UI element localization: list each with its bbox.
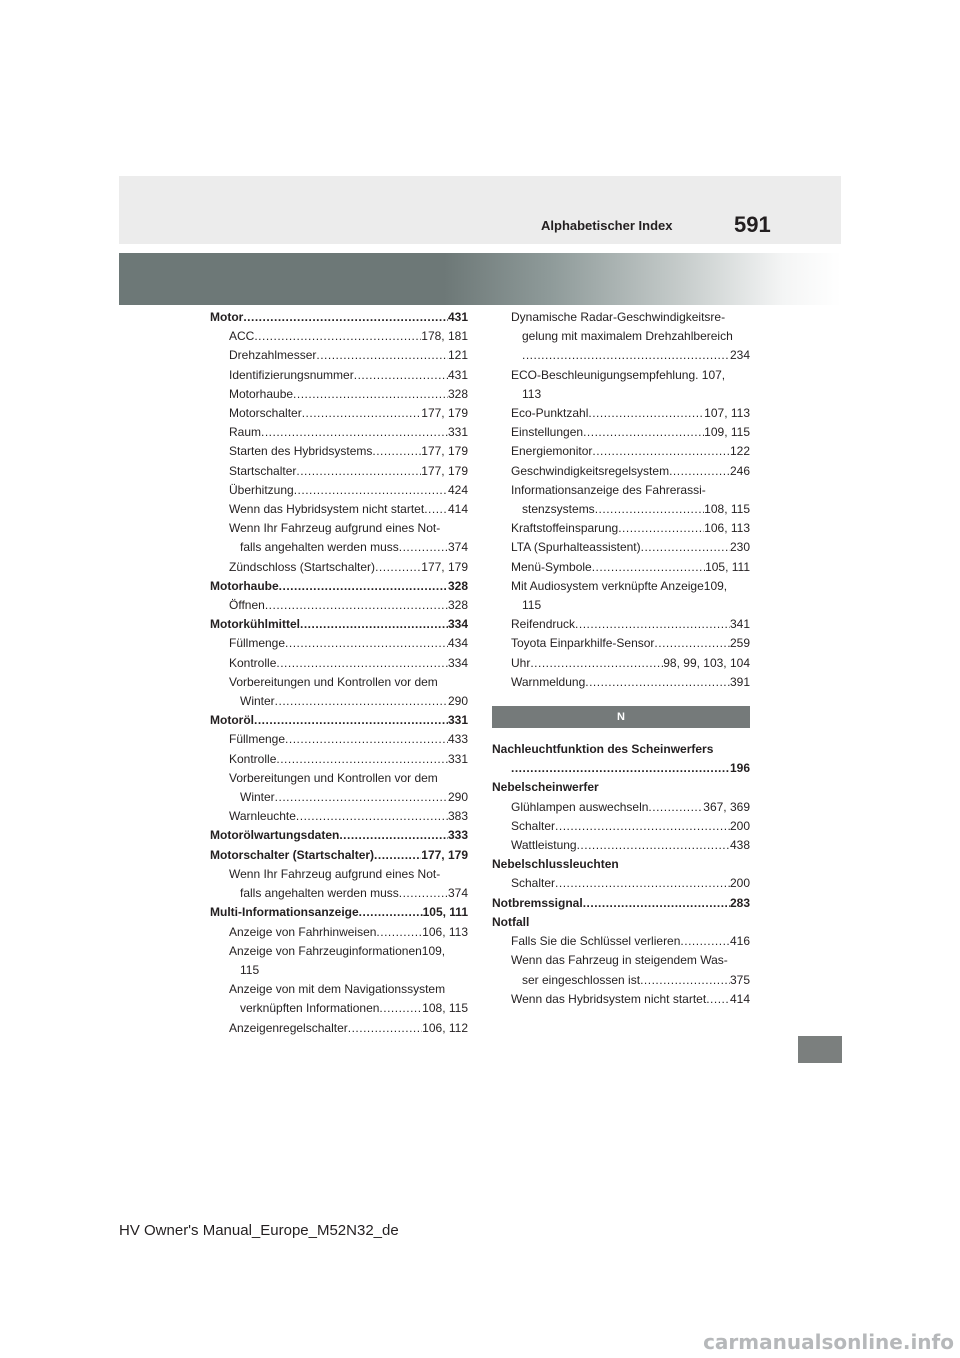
- dot-leader: [583, 894, 730, 913]
- dot-leader: [376, 923, 422, 942]
- index-entry-page: 108, 115: [422, 1001, 468, 1016]
- index-entry-term: ACC: [229, 329, 255, 344]
- index-entry: [210, 462, 468, 481]
- dot-leader: [261, 423, 448, 442]
- dot-leader: [595, 500, 704, 519]
- dot-leader: [279, 577, 448, 596]
- index-entry-term: Identifizierungsnummer: [229, 367, 354, 382]
- index-entry-page: 391: [729, 674, 750, 689]
- index-entry: [492, 634, 750, 653]
- index-entry-term: Einstellungen: [511, 425, 584, 440]
- dot-leader: [275, 788, 448, 807]
- index-entry-page: 331: [447, 713, 468, 728]
- index-entry: Informationsanzeige des Fahrerassi-: [511, 482, 706, 497]
- index-entry: [492, 615, 750, 634]
- section-letter-bar: [492, 706, 750, 728]
- index-entry-page: 331: [447, 751, 468, 766]
- index-entry: [210, 615, 468, 634]
- index-entry: gelung mit maximalem Drehzahlbereich: [522, 329, 733, 344]
- index-entry: [210, 711, 468, 730]
- index-entry: [492, 817, 750, 836]
- index-entry-term: Glühlampen auswechseln: [511, 799, 649, 814]
- index-entry-page: 434: [447, 636, 468, 651]
- index-entry-page: 433: [447, 732, 468, 747]
- index-entry-page: 178, 181: [421, 329, 468, 344]
- index-entry-page: 108, 115: [704, 502, 750, 517]
- index-entry: [210, 788, 468, 807]
- dot-leader: [585, 673, 730, 692]
- index-entry: [492, 990, 750, 1009]
- index-entry-term: Multi-Informationsanzeige: [210, 905, 359, 920]
- dot-leader: [530, 654, 663, 673]
- index-entry-page: 414: [447, 502, 468, 517]
- index-entry-page: 290: [447, 694, 468, 709]
- dot-leader: [300, 615, 448, 634]
- dot-leader: [348, 1019, 422, 1038]
- index-tab-marker: [798, 1036, 842, 1063]
- index-entry-page: 341: [729, 617, 750, 632]
- dot-leader: [680, 932, 730, 951]
- index-entry-term: Raum: [229, 425, 262, 440]
- index-entry-term: Motorhaube: [229, 386, 294, 401]
- index-entry-term: falls angehalten werden muss: [240, 886, 399, 901]
- index-entry-page: 328: [447, 578, 468, 593]
- index-entry: [210, 481, 468, 500]
- dot-leader: [265, 596, 448, 615]
- dot-leader: [654, 634, 730, 653]
- dot-leader: [254, 711, 448, 730]
- dot-leader: [522, 346, 730, 365]
- index-entry: [492, 404, 750, 423]
- dot-leader: [296, 807, 448, 826]
- dot-leader: [618, 519, 704, 538]
- dot-leader: [424, 500, 448, 519]
- index-entry-page: 98, 99, 103, 104: [663, 655, 750, 670]
- index-entry: [210, 654, 468, 673]
- index-entry: [492, 798, 750, 817]
- dot-leader: [555, 874, 730, 893]
- dot-leader: [592, 558, 705, 577]
- dot-leader: [588, 404, 704, 423]
- index-column-right-bottom: [492, 740, 750, 1009]
- dot-leader: [372, 442, 421, 461]
- index-entry: [210, 846, 468, 865]
- index-entry: [492, 673, 750, 692]
- index-entry: [210, 577, 468, 596]
- index-entry-page: 230: [729, 540, 750, 555]
- index-entry: Nachleuchtfunktion des Scheinwerfers: [492, 742, 714, 757]
- index-entry-term: ser eingeschlossen ist: [522, 972, 641, 987]
- dot-leader: [577, 836, 730, 855]
- index-entry-page: 290: [447, 790, 468, 805]
- index-entry-term: Wenn das Hybridsystem nicht startet: [229, 502, 425, 517]
- index-entry-term: Winter: [240, 694, 275, 709]
- index-entry-page: 431: [447, 367, 468, 382]
- dot-leader: [379, 999, 422, 1018]
- index-entry-page: 177, 179: [421, 463, 468, 478]
- index-entry-term: verknüpften Informationen: [240, 1001, 380, 1016]
- index-entry: [210, 500, 468, 519]
- index-entry: [210, 903, 468, 922]
- watermark: carmanualsonline.info: [703, 1330, 954, 1354]
- index-entry: [210, 596, 468, 615]
- index-entry-term: Toyota Einparkhilfe-Sensor: [511, 636, 655, 651]
- index-entry-page: 122: [729, 444, 750, 459]
- index-entry-term: Motorkühlmittel: [210, 617, 300, 632]
- index-entry: [210, 366, 468, 385]
- index-entry-page: 246: [729, 463, 750, 478]
- index-entry: [210, 442, 468, 461]
- dot-leader: [669, 462, 730, 481]
- index-entry: Mit Audiosystem verknüpfte Anzeige109,: [511, 578, 728, 593]
- dot-leader: [648, 798, 703, 817]
- index-entry-term: Drehzahlmesser: [229, 348, 317, 363]
- page-number: 591: [734, 212, 771, 237]
- index-entry: [210, 730, 468, 749]
- index-entry-term: Motorhaube: [210, 578, 279, 593]
- dot-leader: [339, 826, 448, 845]
- index-entry-page: 375: [729, 972, 750, 987]
- index-entry-term: Füllmenge: [229, 636, 286, 651]
- dot-leader: [296, 462, 421, 481]
- index-entry: [492, 462, 750, 481]
- index-entry-term: Falls Sie die Schlüssel verlieren: [511, 934, 681, 949]
- index-entry-term: Wattleistung: [511, 838, 577, 853]
- index-entry: [210, 826, 468, 845]
- index-entry-term: Zündschloss (Startschalter): [229, 559, 376, 574]
- index-entry-term: Überhitzung: [229, 482, 294, 497]
- index-entry-term: Füllmenge: [229, 732, 286, 747]
- index-entry-term: Warnleuchte: [229, 809, 296, 824]
- header-gradient-bar: [119, 253, 841, 305]
- index-entry-page: 107, 113: [704, 406, 750, 421]
- index-entry-page: 106, 112: [422, 1020, 468, 1035]
- index-entry-page: 374: [447, 540, 468, 555]
- index-entry-page: 177, 179: [421, 847, 468, 862]
- dot-leader: [375, 558, 421, 577]
- index-entry-term: Reifendruck: [511, 617, 576, 632]
- index-entry-term: Eco-Punktzahl: [511, 406, 589, 421]
- index-entry: [492, 558, 750, 577]
- dot-leader: [294, 481, 448, 500]
- index-entry-page: 177, 179: [421, 406, 468, 421]
- index-entry-page: 416: [729, 934, 750, 949]
- index-entry: [210, 327, 468, 346]
- index-entry: 115: [522, 598, 542, 613]
- index-entry-page: 424: [447, 482, 468, 497]
- index-entry-page: 200: [729, 876, 750, 891]
- index-entry-page: 109, 115: [704, 425, 750, 440]
- index-entry-term: Motoröl: [210, 713, 254, 728]
- index-entry: [492, 346, 750, 365]
- index-entry: [492, 971, 750, 990]
- index-column-left: [210, 308, 468, 1038]
- index-entry-page: 431: [447, 310, 468, 324]
- index-entry: [210, 999, 468, 1018]
- dot-leader: [374, 846, 421, 865]
- index-entry: [210, 807, 468, 826]
- index-entry-term: Kraftstoffeinsparung: [511, 521, 619, 536]
- index-entry-page: 106, 113: [422, 924, 468, 939]
- index-entry: Wenn Ihr Fahrzeug aufgrund eines Not-: [229, 866, 441, 881]
- dot-leader: [243, 308, 448, 327]
- index-entry-term: Starten des Hybridsystems: [229, 444, 373, 459]
- index-entry-term: Anzeige von Fahrhinweisen: [229, 924, 377, 939]
- index-entry-term: Motorölwartungsdaten: [210, 828, 340, 843]
- dot-leader: [555, 817, 730, 836]
- section-letter: N: [617, 711, 625, 724]
- index-entry-term: Motorschalter: [229, 406, 302, 421]
- index-entry-term: Uhr: [511, 655, 531, 670]
- index-entry-page: 438: [729, 838, 750, 853]
- index-entry-page: 383: [447, 809, 468, 824]
- index-entry: [210, 558, 468, 577]
- dot-leader: [575, 615, 730, 634]
- index-entry-page: 414: [729, 991, 750, 1006]
- index-entry: [210, 346, 468, 365]
- index-entry: [210, 1019, 468, 1038]
- footer-text: HV Owner's Manual_Europe_M52N32_de: [119, 1222, 399, 1239]
- index-entry-page: 196: [729, 761, 750, 776]
- dot-leader: [641, 538, 730, 557]
- dot-leader: [276, 750, 448, 769]
- index-entry-page: 328: [447, 386, 468, 401]
- index-entry-term: Winter: [240, 790, 275, 805]
- header-band: [119, 176, 841, 244]
- index-entry-page: 283: [729, 895, 750, 910]
- dot-leader: [511, 759, 730, 778]
- index-entry: [210, 634, 468, 653]
- index-entry: [210, 923, 468, 942]
- dot-leader: [359, 903, 423, 922]
- index-entry: [492, 932, 750, 951]
- index-entry-term: Geschwindigkeitsregelsystem: [511, 463, 670, 478]
- index-entry-page: 259: [729, 636, 750, 651]
- index-entry: [210, 884, 468, 903]
- index-entry-term: Warnmeldung: [511, 674, 586, 689]
- index-entry: [210, 385, 468, 404]
- dot-leader: [254, 327, 421, 346]
- index-entry: Anzeige von mit dem Navigationssystem: [229, 982, 446, 997]
- index-entry: Anzeige von Fahrzeuginformationen109,: [229, 943, 446, 958]
- index-entry: [492, 442, 750, 461]
- index-entry: [492, 500, 750, 519]
- index-entry: [492, 836, 750, 855]
- index-entry: [492, 894, 750, 913]
- index-entry: [210, 692, 468, 711]
- index-entry-term: Menü-Symbole: [511, 559, 592, 574]
- dot-leader: [285, 634, 448, 653]
- index-entry: [492, 538, 750, 557]
- index-column-right-top: [492, 308, 750, 692]
- dot-leader: [293, 385, 448, 404]
- dot-leader: [592, 442, 730, 461]
- index-entry: Nebelschlussleuchten: [492, 857, 619, 872]
- index-entry-term: Schalter: [511, 876, 556, 891]
- index-entry-page: 234: [729, 348, 750, 363]
- index-entry: [210, 750, 468, 769]
- index-entry-term: stenzsystems: [522, 502, 595, 517]
- dot-leader: [583, 423, 704, 442]
- index-entry-term: Startschalter: [229, 463, 297, 478]
- dot-leader: [640, 971, 730, 990]
- index-entry-page: 105, 111: [422, 905, 468, 920]
- dot-leader: [706, 990, 730, 1009]
- dot-leader: [285, 730, 448, 749]
- index-entry: [210, 404, 468, 423]
- index-entry: Nebelscheinwerfer: [492, 780, 599, 795]
- index-entry: [492, 874, 750, 893]
- index-entry: ECO-Beschleunigungsempfehlung. 107,: [511, 367, 726, 382]
- index-entry: 113: [522, 386, 542, 401]
- page-title: Alphabetischer Index: [541, 218, 673, 233]
- index-entry: [210, 538, 468, 557]
- dot-leader: [302, 404, 422, 423]
- index-entry: [492, 423, 750, 442]
- dot-leader: [399, 884, 448, 903]
- index-entry-term: Anzeigenregelschalter: [229, 1020, 348, 1035]
- index-entry-term: Kontrolle: [229, 655, 277, 670]
- index-entry-term: Wenn das Hybridsystem nicht startet: [511, 991, 707, 1006]
- dot-leader: [275, 692, 448, 711]
- index-entry-page: 105, 111: [705, 559, 750, 574]
- index-entry-page: 177, 179: [421, 444, 468, 459]
- index-entry-page: 334: [447, 617, 468, 632]
- index-entry: Wenn das Fahrzeug in steigendem Was-: [511, 953, 728, 968]
- dot-leader: [276, 654, 448, 673]
- index-entry: Wenn Ihr Fahrzeug aufgrund eines Not-: [229, 521, 441, 536]
- index-entry-page: 334: [447, 655, 468, 670]
- index-entry: Notfall: [492, 914, 530, 929]
- index-entry-page: 200: [729, 818, 750, 833]
- index-entry: 115: [240, 962, 260, 977]
- index-entry-term: Motor: [210, 310, 244, 324]
- index-entry: [210, 423, 468, 442]
- index-entry-page: 177, 179: [421, 559, 468, 574]
- index-entry-page: 106, 113: [704, 521, 750, 536]
- dot-leader: [316, 346, 448, 365]
- index-entry-term: Motorschalter (Startschalter): [210, 847, 375, 862]
- index-entry: Dynamische Radar-Geschwindigkeitsre-: [511, 310, 726, 324]
- index-entry-page: 374: [447, 886, 468, 901]
- index-entry-term: Kontrolle: [229, 751, 277, 766]
- index-entry-page: 331: [447, 425, 468, 440]
- index-entry-term: Schalter: [511, 818, 556, 833]
- index-entry-page: 333: [447, 828, 468, 843]
- index-entry: [492, 519, 750, 538]
- index-entry-term: Energiemonitor: [511, 444, 593, 459]
- index-entry-page: 121: [447, 348, 468, 363]
- index-entry: Vorbereitungen und Kontrollen vor dem: [229, 770, 438, 785]
- dot-leader: [399, 538, 448, 557]
- index-entry-page: 328: [447, 598, 468, 613]
- index-column-right: [492, 308, 750, 1009]
- index-entry-term: Öffnen: [229, 598, 265, 613]
- index-entry-term: falls angehalten werden muss: [240, 540, 399, 555]
- index-entry-term: Notbremssignal: [492, 895, 583, 910]
- index-entry: [492, 759, 750, 778]
- index-entry: [492, 654, 750, 673]
- index-entry: [210, 308, 468, 327]
- dot-leader: [354, 366, 448, 385]
- index-entry-page: 367, 369: [703, 799, 750, 814]
- index-entry: Vorbereitungen und Kontrollen vor dem: [229, 674, 438, 689]
- index-entry-term: LTA (Spurhalteassistent): [511, 540, 641, 555]
